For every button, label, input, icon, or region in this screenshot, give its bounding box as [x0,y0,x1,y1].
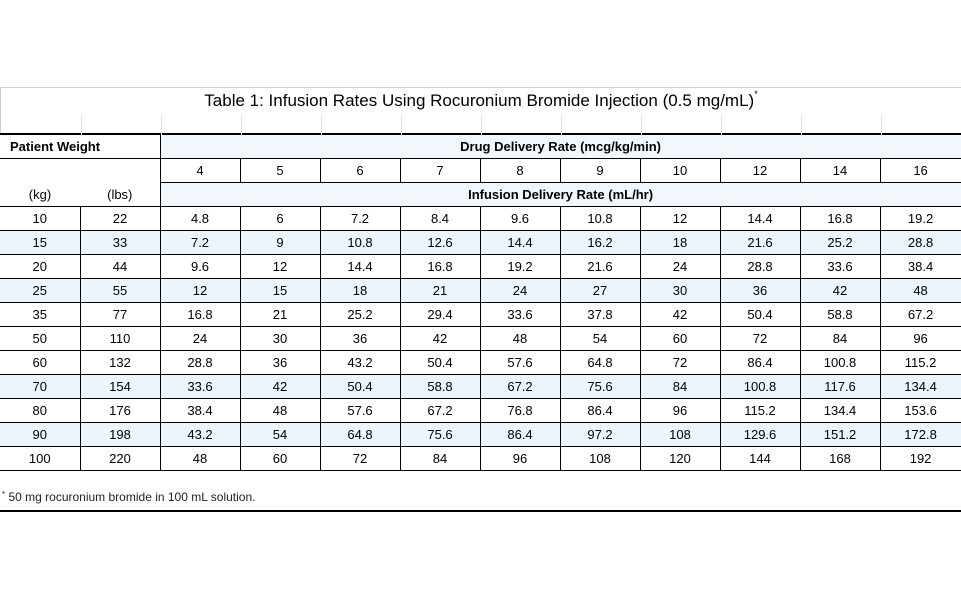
rate-cell: 96 [880,327,961,351]
rate-cell: 38.4 [160,399,240,423]
rate-header-cell: 6 [320,159,400,183]
weight-kg-cell: 50 [0,327,80,351]
rate-cell: 30 [240,327,320,351]
rate-cell: 42 [800,279,880,303]
header-row-units [0,183,961,207]
table-row [0,351,961,375]
rate-header-cell: 5 [240,159,320,183]
table-row [0,447,961,471]
header-row-rates [0,159,961,183]
table-row [0,231,961,255]
rate-cell: 21 [240,303,320,327]
rate-cell: 64.8 [560,351,640,375]
rate-cell: 9 [240,231,320,255]
rate-cell: 50.4 [400,351,480,375]
rate-cell: 36 [240,351,320,375]
weight-kg-cell: 90 [0,423,80,447]
rate-cell: 153.6 [880,399,961,423]
rate-cell: 43.2 [320,351,400,375]
rate-cell: 72 [640,351,720,375]
weight-kg-cell: 20 [0,255,80,279]
rate-cell: 15 [240,279,320,303]
empty-cell [0,159,80,183]
rate-header-cell: 10 [640,159,720,183]
header-row-1 [0,134,961,159]
weight-lbs-cell: 220 [80,447,160,471]
rate-cell: 84 [800,327,880,351]
footnote-text: 50 mg rocuronium bromide in 100 mL solution. [8,490,256,504]
rate-cell: 96 [480,447,560,471]
rate-cell: 6 [240,207,320,231]
rate-cell: 4.8 [160,207,240,231]
rate-header-cell: 14 [800,159,880,183]
rate-cell: 60 [640,327,720,351]
rate-cell: 28.8 [160,351,240,375]
rate-cell: 14.4 [480,231,560,255]
rate-cell: 21.6 [560,255,640,279]
rate-cell: 115.2 [880,351,961,375]
rate-cell: 100.8 [720,375,800,399]
rate-cell: 12 [240,255,320,279]
weight-lbs-cell: 44 [80,255,160,279]
rate-cell: 192 [880,447,961,471]
footnote [2,490,255,504]
table-row [0,399,961,423]
footnote-mark: * [2,490,6,499]
infusion-delivery-rate-header: Infusion Delivery Rate (mL/hr) [160,183,961,207]
table-row [0,255,961,279]
rate-cell: 58.8 [800,303,880,327]
rate-cell: 8.4 [400,207,480,231]
rate-cell: 54 [240,423,320,447]
lbs-header: (lbs) [80,183,160,207]
rate-cell: 64.8 [320,423,400,447]
rate-header-cell: 7 [400,159,480,183]
rate-cell: 100.8 [800,351,880,375]
rate-cell: 14.4 [320,255,400,279]
rate-cell: 7.2 [320,207,400,231]
table-row [0,279,961,303]
table-row [0,303,961,327]
rate-cell: 48 [880,279,961,303]
rate-cell: 10.8 [560,207,640,231]
grid-tick [401,115,402,135]
rate-cell: 50.4 [320,375,400,399]
weight-lbs-cell: 77 [80,303,160,327]
rate-cell: 96 [640,399,720,423]
rate-cell: 33.6 [160,375,240,399]
rate-cell: 108 [640,423,720,447]
table-row [0,327,961,351]
rate-cell: 21 [400,279,480,303]
rate-cell: 16.8 [160,303,240,327]
rate-cell: 134.4 [880,375,961,399]
rate-cell: 19.2 [480,255,560,279]
rate-cell: 67.2 [480,375,560,399]
rate-cell: 16.2 [560,231,640,255]
rate-header-cell: 4 [160,159,240,183]
infusion-table-panel [0,87,961,471]
weight-kg-cell: 15 [0,231,80,255]
rate-cell: 84 [640,375,720,399]
rate-cell: 57.6 [480,351,560,375]
rate-cell: 27 [560,279,640,303]
rate-header-cell: 9 [560,159,640,183]
infusion-rate-table [0,133,961,471]
rate-cell: 33.6 [800,255,880,279]
rate-cell: 7.2 [160,231,240,255]
rate-cell: 28.8 [880,231,961,255]
grid-tick [801,115,802,135]
weight-lbs-cell: 110 [80,327,160,351]
weight-kg-cell: 60 [0,351,80,375]
empty-cell [80,159,160,183]
rate-cell: 151.2 [800,423,880,447]
rate-cell: 84 [400,447,480,471]
rate-cell: 48 [480,327,560,351]
rate-cell: 42 [240,375,320,399]
rate-cell: 14.4 [720,207,800,231]
rate-cell: 42 [640,303,720,327]
rate-cell: 115.2 [720,399,800,423]
weight-lbs-cell: 55 [80,279,160,303]
grid-tick [81,115,82,135]
kg-header: (kg) [0,183,80,207]
title-row [0,87,961,113]
rate-cell: 50.4 [720,303,800,327]
rate-cell: 72 [720,327,800,351]
rate-cell: 144 [720,447,800,471]
rate-cell: 12.6 [400,231,480,255]
table-title-text: Table 1: Infusion Rates Using Rocuronium Bromide Injection (0.5 mg/mL) [204,91,755,110]
weight-lbs-cell: 176 [80,399,160,423]
grid-tick [241,115,242,135]
rate-cell: 86.4 [560,399,640,423]
rate-cell: 21.6 [720,231,800,255]
rate-cell: 57.6 [320,399,400,423]
rate-cell: 75.6 [400,423,480,447]
weight-lbs-cell: 198 [80,423,160,447]
rate-cell: 134.4 [800,399,880,423]
weight-kg-cell: 25 [0,279,80,303]
rate-cell: 33.6 [480,303,560,327]
table-row [0,375,961,399]
rate-cell: 60 [240,447,320,471]
rate-cell: 97.2 [560,423,640,447]
bottom-rule [0,510,961,512]
rate-cell: 75.6 [560,375,640,399]
rate-cell: 9.6 [160,255,240,279]
rate-cell: 24 [480,279,560,303]
rate-header-cell: 8 [480,159,560,183]
grid-tick [721,115,722,135]
rate-cell: 38.4 [880,255,961,279]
rate-cell: 30 [640,279,720,303]
weight-lbs-cell: 132 [80,351,160,375]
rate-cell: 120 [640,447,720,471]
rate-cell: 48 [240,399,320,423]
rate-cell: 67.2 [880,303,961,327]
spacer-row [0,113,961,133]
rate-cell: 24 [160,327,240,351]
rate-cell: 25.2 [800,231,880,255]
rate-cell: 58.8 [400,375,480,399]
grid-tick [881,115,882,135]
rate-cell: 28.8 [720,255,800,279]
rate-cell: 16.8 [800,207,880,231]
rate-cell: 36 [320,327,400,351]
rate-cell: 72 [320,447,400,471]
grid-tick [321,115,322,135]
rate-cell: 43.2 [160,423,240,447]
grid-tick [561,115,562,135]
rate-cell: 108 [560,447,640,471]
rate-cell: 67.2 [400,399,480,423]
rate-cell: 172.8 [880,423,961,447]
weight-lbs-cell: 154 [80,375,160,399]
weight-kg-cell: 10 [0,207,80,231]
rate-cell: 18 [640,231,720,255]
rate-cell: 29.4 [400,303,480,327]
rate-cell: 19.2 [880,207,961,231]
title-footnote-mark: * [754,89,758,99]
table-row [0,207,961,231]
grid-tick [641,115,642,135]
rate-cell: 16.8 [400,255,480,279]
rate-cell: 18 [320,279,400,303]
rate-cell: 86.4 [480,423,560,447]
rate-cell: 54 [560,327,640,351]
rate-cell: 48 [160,447,240,471]
rate-cell: 10.8 [320,231,400,255]
rate-cell: 86.4 [720,351,800,375]
rate-header-cell: 16 [880,159,961,183]
rate-header-cell: 12 [720,159,800,183]
weight-kg-cell: 100 [0,447,80,471]
grid-tick [161,115,162,135]
weight-lbs-cell: 33 [80,231,160,255]
table-title [1,91,961,111]
rate-cell: 42 [400,327,480,351]
grid-tick [481,115,482,135]
weight-lbs-cell: 22 [80,207,160,231]
rate-cell: 12 [160,279,240,303]
weight-kg-cell: 35 [0,303,80,327]
rate-cell: 25.2 [320,303,400,327]
patient-weight-header: Patient Weight [0,134,160,159]
rate-cell: 129.6 [720,423,800,447]
weight-kg-cell: 70 [0,375,80,399]
rate-cell: 36 [720,279,800,303]
table-row [0,423,961,447]
rate-cell: 12 [640,207,720,231]
drug-delivery-rate-header: Drug Delivery Rate (mcg/kg/min) [160,134,961,159]
rate-cell: 76.8 [480,399,560,423]
rate-cell: 9.6 [480,207,560,231]
rate-cell: 37.8 [560,303,640,327]
rate-cell: 168 [800,447,880,471]
rate-cell: 24 [640,255,720,279]
rate-cell: 117.6 [800,375,880,399]
weight-kg-cell: 80 [0,399,80,423]
